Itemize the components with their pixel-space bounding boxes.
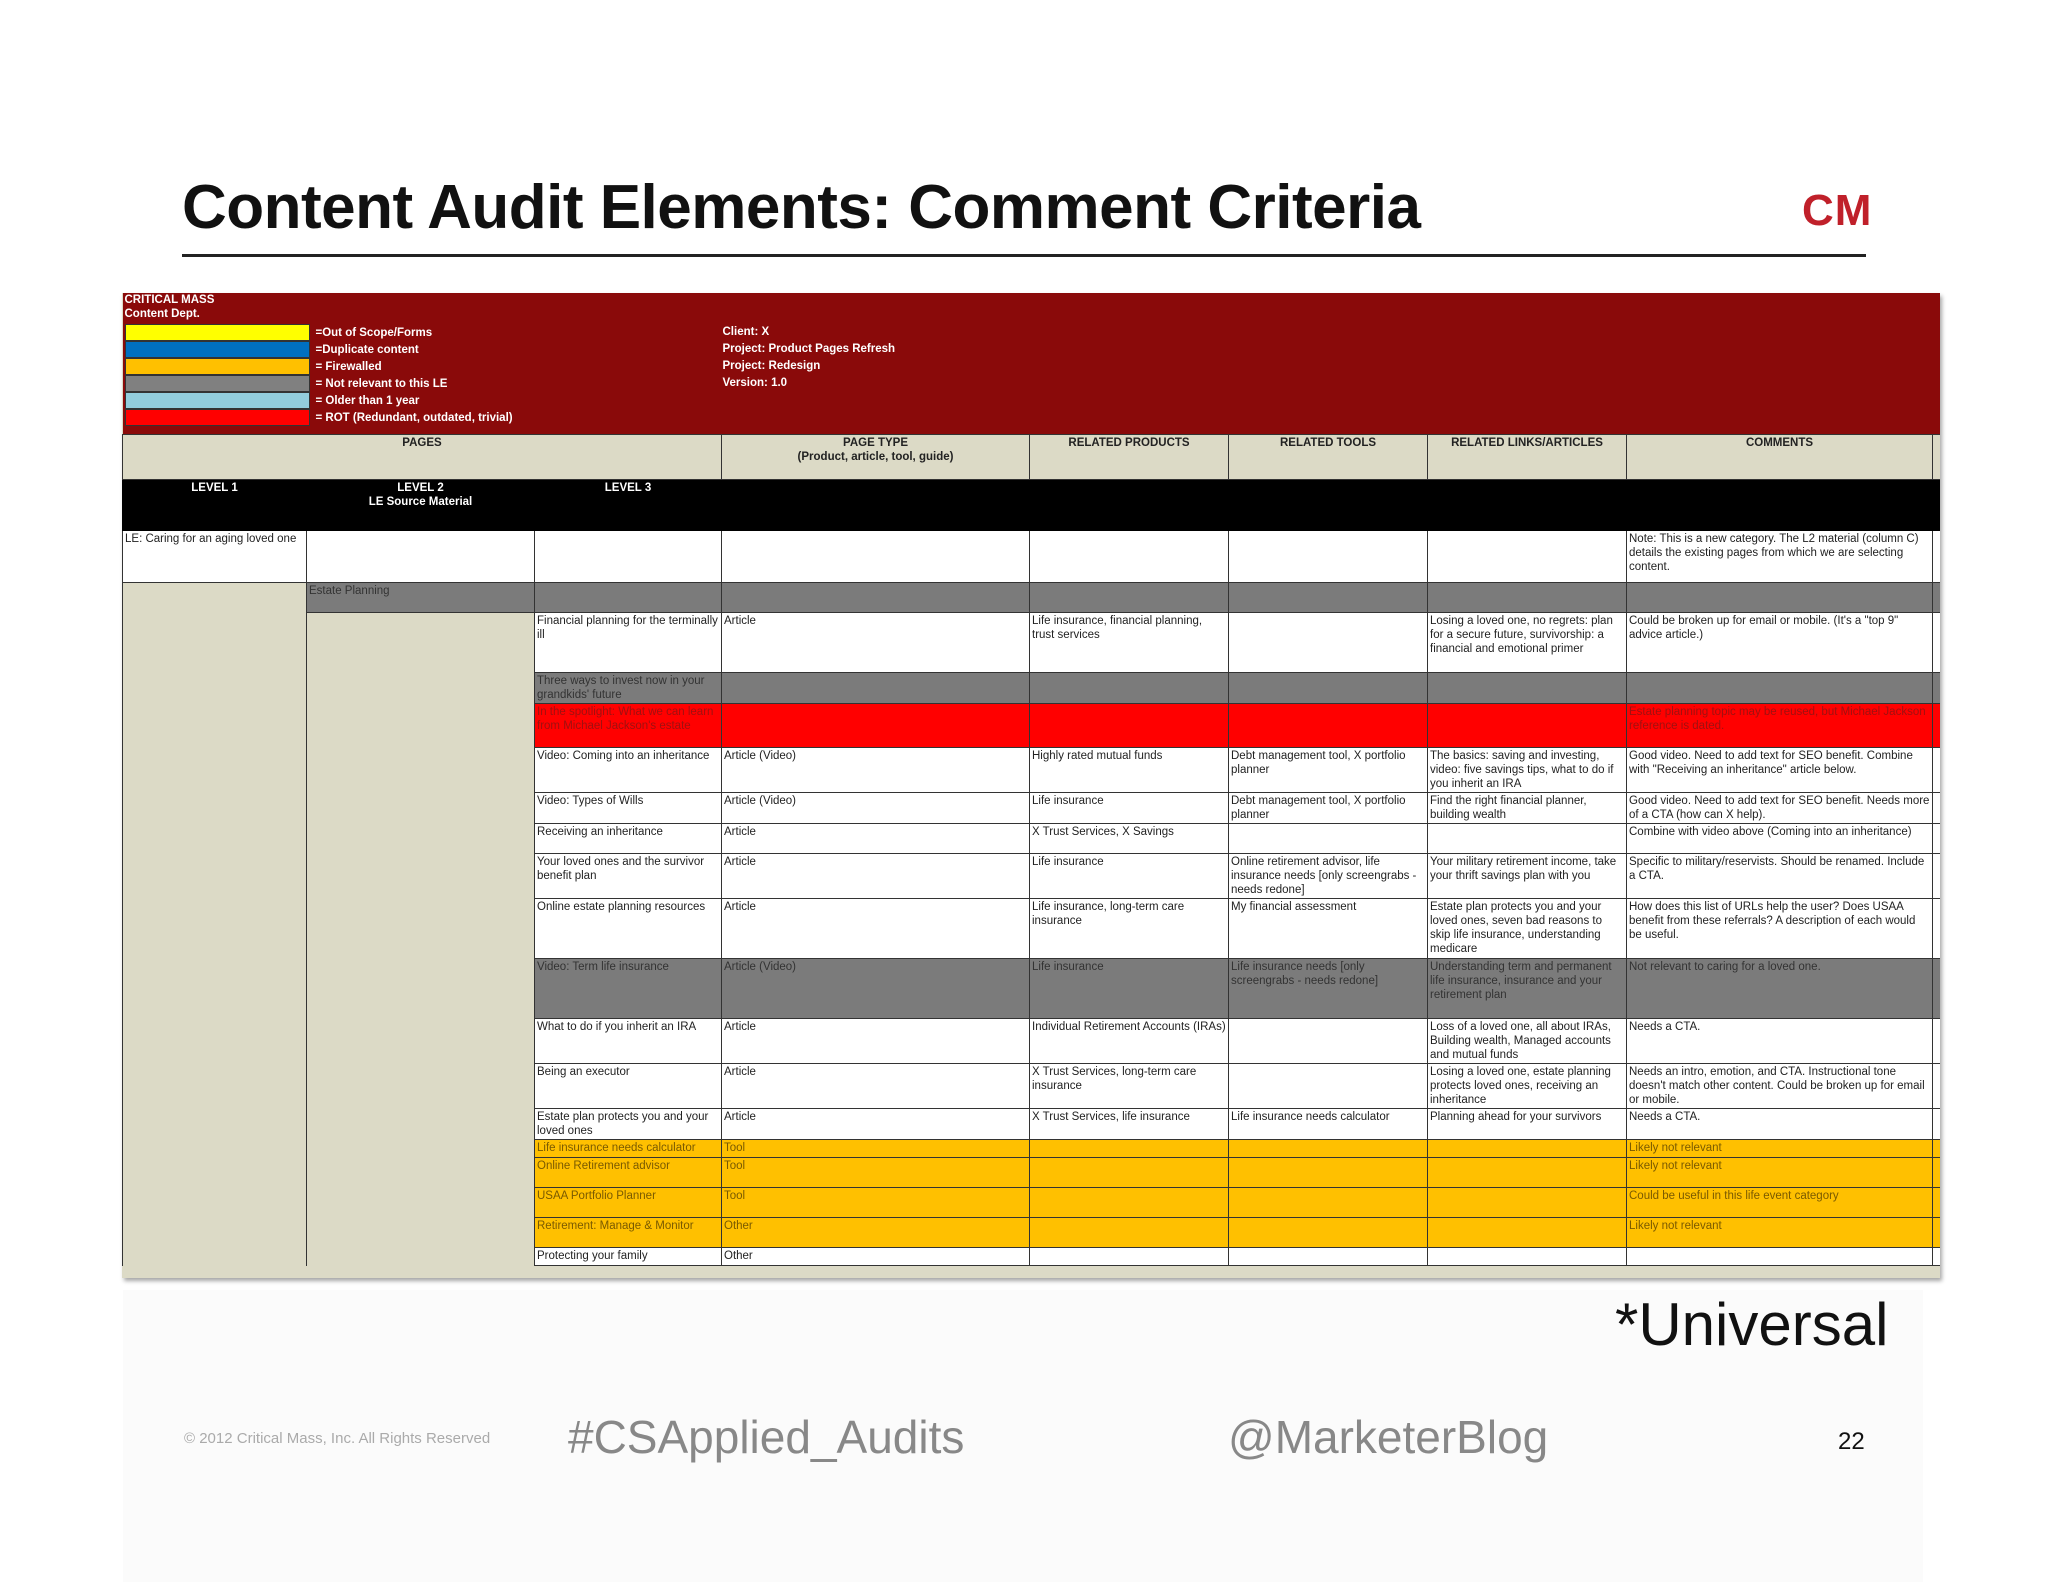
cell-links	[1428, 1158, 1627, 1188]
cell-products	[1030, 1248, 1229, 1266]
header-pages: PAGES	[123, 435, 722, 480]
level-empty-cell	[123, 748, 307, 793]
level-empty-cell	[123, 613, 307, 673]
row-spacer	[1933, 1218, 1941, 1248]
cell-type: Article	[722, 1064, 1030, 1109]
estate-planning-row	[123, 583, 1941, 613]
le-empty-cell	[722, 531, 1030, 583]
row-spacer	[1933, 1158, 1941, 1188]
cell-links	[1428, 824, 1627, 854]
cell-page: Video: Types of Wills	[535, 793, 722, 824]
cell-type: Tool	[722, 1140, 1030, 1158]
cell-comment: Specific to military/reservists. Should be renamed. Include a CTA.	[1627, 854, 1933, 899]
cell-links: Find the right financial planner, building wealth	[1428, 793, 1627, 824]
cell-tools: Debt management tool, X portfolio planner	[1229, 793, 1428, 824]
legend-item	[125, 392, 513, 409]
le-empty-cell	[307, 531, 535, 583]
cell-page: What to do if you inherit an IRA	[535, 1019, 722, 1064]
color-legend	[125, 324, 513, 426]
cell-products: X Trust Services, life insurance	[1030, 1109, 1229, 1140]
level-empty-cell	[123, 1218, 307, 1248]
sheet-header	[123, 293, 1941, 434]
row-spacer	[1933, 854, 1941, 899]
legend-item	[125, 358, 513, 375]
cell-type: Article	[722, 899, 1030, 959]
cell-comment: Could be broken up for email or mobile. (It's a "top 9" advice article.)	[1627, 613, 1933, 673]
level-empty-cell	[307, 1019, 535, 1064]
cell-page: USAA Portfolio Planner	[535, 1188, 722, 1218]
le-spacer	[1933, 531, 1941, 583]
level-empty-cell	[307, 673, 535, 704]
cell-products: Life insurance	[1030, 854, 1229, 899]
level-empty-cell	[123, 854, 307, 899]
level-3-header: LEVEL 3	[535, 480, 722, 531]
legend-swatch	[125, 358, 310, 375]
cell-products	[1030, 1218, 1229, 1248]
le-row	[123, 531, 1941, 583]
cell-type: Article	[722, 1109, 1030, 1140]
cell-type: Article (Video)	[722, 748, 1030, 793]
le-empty-cell	[1428, 531, 1627, 583]
row-spacer	[1933, 793, 1941, 824]
client-line: Version: 1.0	[722, 377, 788, 389]
cell-tools: Life insurance needs [only screengrabs - needs redone]	[1229, 959, 1428, 1019]
cell-tools	[1229, 1188, 1428, 1218]
gray-cell	[722, 583, 1030, 613]
level-2-header: LEVEL 2 LE Source Material	[307, 480, 535, 531]
level-empty-cell	[307, 704, 535, 748]
row-spacer	[1933, 1248, 1941, 1266]
cell-page: Retirement: Manage & Monitor	[535, 1218, 722, 1248]
level-spacer	[1229, 480, 1428, 531]
table-row	[123, 959, 1941, 1019]
cell-links	[1428, 673, 1627, 704]
legend-item	[125, 375, 513, 392]
row-spacer	[1933, 824, 1941, 854]
level-empty-cell	[307, 1158, 535, 1188]
cell-links: Estate plan protects you and your loved ones, seven bad reasons to skip life insurance, understanding medicare	[1428, 899, 1627, 959]
cell-tools	[1229, 1140, 1428, 1158]
cell-page: Estate plan protects you and your loved ones	[535, 1109, 722, 1140]
legend-label: = Older than 1 year	[315, 394, 420, 407]
level-empty-cell	[123, 1140, 307, 1158]
cell-comment	[1627, 1248, 1933, 1266]
gray-cell	[1030, 583, 1229, 613]
legend-swatch	[125, 375, 310, 392]
level-empty-cell	[123, 1248, 307, 1266]
twitter-handle: @MarketerBlog	[1228, 1411, 1549, 1463]
legend-swatch	[125, 409, 310, 426]
table-row	[123, 1158, 1941, 1188]
cell-tools: Online retirement advisor, life insurance needs [only screengrabs - needs redone]	[1229, 854, 1428, 899]
cell-comment: Good video. Need to add text for SEO benefit. Needs more of a CTA (how can X help).	[1627, 793, 1933, 824]
cell-page: Protecting your family	[535, 1248, 722, 1266]
table-row	[123, 854, 1941, 899]
client-line: Client: X	[722, 326, 770, 338]
cell-tools	[1229, 1248, 1428, 1266]
cell-products: Life insurance	[1030, 959, 1229, 1019]
table-row	[123, 1248, 1941, 1266]
cell-links	[1428, 1218, 1627, 1248]
gray-cell	[535, 583, 722, 613]
cell-comment: How does this list of URLs help the user? Does USAA benefit from these referrals? A description of each would be useful.	[1627, 899, 1933, 959]
cell-page: Video: Term life insurance	[535, 959, 722, 1019]
column-header-row	[123, 435, 1941, 480]
table-row	[123, 613, 1941, 673]
row-spacer	[1933, 1019, 1941, 1064]
audit-spreadsheet	[122, 293, 1940, 1278]
cell-products	[1030, 673, 1229, 704]
estate-planning-cell: Estate Planning	[307, 583, 535, 613]
table-row	[123, 1064, 1941, 1109]
cell-links	[1428, 1140, 1627, 1158]
level-spacer	[1933, 480, 1941, 531]
header-spacer	[1933, 435, 1941, 480]
level-empty-cell	[307, 1248, 535, 1266]
level-empty-cell	[123, 1109, 307, 1140]
level-empty-cell	[307, 613, 535, 673]
level-empty-cell	[123, 704, 307, 748]
cell-page: Online estate planning resources	[535, 899, 722, 959]
gray-cell	[1933, 583, 1941, 613]
audit-table	[122, 293, 1940, 1266]
legend-label: = ROT (Redundant, outdated, trivial)	[315, 411, 513, 424]
level-empty-cell	[123, 1158, 307, 1188]
cell-products	[1030, 704, 1229, 748]
cell-tools	[1229, 1019, 1428, 1064]
level-empty-cell	[307, 1064, 535, 1109]
cell-comment: Estate planning topic may be reused, but Michael Jackson reference is dated.	[1627, 704, 1933, 748]
row-spacer	[1933, 748, 1941, 793]
client-info	[723, 324, 896, 392]
cell-page: Being an executor	[535, 1064, 722, 1109]
level-empty-cell	[123, 899, 307, 959]
header-related-tools: RELATED TOOLS	[1229, 435, 1428, 480]
table-row	[123, 704, 1941, 748]
cell-type: Article	[722, 1019, 1030, 1064]
level-empty-cell	[307, 1218, 535, 1248]
sheet-company-block	[125, 293, 215, 321]
level-empty-cell	[123, 1064, 307, 1109]
level-empty-cell	[307, 1188, 535, 1218]
cell-type: Article	[722, 613, 1030, 673]
cell-comment: Needs an intro, emotion, and CTA. Instructional tone doesn't match other content. Could be broken up for email or mobile.	[1627, 1064, 1933, 1109]
header-comments: COMMENTS	[1627, 435, 1933, 480]
cell-links: Planning ahead for your survivors	[1428, 1109, 1627, 1140]
client-line: Project: Redesign	[722, 360, 821, 372]
cell-tools	[1229, 1218, 1428, 1248]
row-spacer	[1933, 1064, 1941, 1109]
level-empty-cell	[123, 1019, 307, 1064]
cell-tools: My financial assessment	[1229, 899, 1428, 959]
cell-type: Article (Video)	[722, 959, 1030, 1019]
table-row	[123, 1109, 1941, 1140]
row-spacer	[1933, 959, 1941, 1019]
table-row	[123, 748, 1941, 793]
cell-links	[1428, 1248, 1627, 1266]
copyright-text: © 2012 Critical Mass, Inc. All Rights Reserved	[184, 1430, 491, 1447]
level-empty-cell	[123, 1188, 307, 1218]
cell-type: Tool	[722, 1188, 1030, 1218]
level-empty-cell	[307, 899, 535, 959]
level-empty-cell	[123, 824, 307, 854]
cell-products	[1030, 1158, 1229, 1188]
cell-comment: Needs a CTA.	[1627, 1109, 1933, 1140]
le-level1-cell: LE: Caring for an aging loved one	[123, 531, 307, 583]
row-spacer	[1933, 704, 1941, 748]
row-spacer	[1933, 1140, 1941, 1158]
level-empty-cell	[123, 793, 307, 824]
cell-products: X Trust Services, long-term care insurance	[1030, 1064, 1229, 1109]
cell-page: Receiving an inheritance	[535, 824, 722, 854]
table-row	[123, 673, 1941, 704]
legend-label: = Not relevant to this LE	[315, 377, 448, 390]
cell-tools	[1229, 704, 1428, 748]
slide-title: Content Audit Elements: Comment Criteria	[182, 173, 1421, 242]
row-spacer	[1933, 1109, 1941, 1140]
cell-products: Highly rated mutual funds	[1030, 748, 1229, 793]
level-empty-cell	[307, 793, 535, 824]
cell-tools	[1229, 1064, 1428, 1109]
cell-products: Individual Retirement Accounts (IRAs)	[1030, 1019, 1229, 1064]
level-empty-cell	[307, 854, 535, 899]
cell-links: Loss of a loved one, all about IRAs, Building wealth, Managed accounts and mutual funds	[1428, 1019, 1627, 1064]
level1-empty	[123, 583, 307, 613]
cell-tools: Debt management tool, X portfolio planner	[1229, 748, 1428, 793]
client-line: Project: Product Pages Refresh	[722, 343, 896, 355]
cell-type: Article	[722, 824, 1030, 854]
cell-products	[1030, 1140, 1229, 1158]
page-number: 22	[1838, 1428, 1865, 1455]
legend-item	[125, 324, 513, 341]
title-underline	[182, 254, 1866, 257]
level-header-row	[123, 480, 1941, 531]
legend-item	[125, 409, 513, 426]
level-spacer	[1428, 480, 1627, 531]
sheet-department: Content Dept.	[124, 308, 200, 320]
table-row	[123, 899, 1941, 959]
cell-links: Losing a loved one, no regrets: plan for a secure future, survivorship: a financial and emotional primer	[1428, 613, 1627, 673]
hashtag-text: #CSApplied_Audits	[568, 1411, 965, 1463]
cell-comment	[1627, 673, 1933, 704]
cell-products: Life insurance	[1030, 793, 1229, 824]
le-comment-cell: Note: This is a new category. The L2 material (column C) details the existing pages from which we are selecting content.	[1627, 531, 1933, 583]
cell-type: Other	[722, 1218, 1030, 1248]
level-empty-cell	[307, 824, 535, 854]
cell-tools	[1229, 673, 1428, 704]
cell-page: Video: Coming into an inheritance	[535, 748, 722, 793]
critical-mass-logo: CM	[1802, 186, 1873, 235]
le-empty-cell	[1229, 531, 1428, 583]
level-spacer	[1030, 480, 1229, 531]
cell-type: Other	[722, 1248, 1030, 1266]
table-row	[123, 1019, 1941, 1064]
header-related-products: RELATED PRODUCTS	[1030, 435, 1229, 480]
level-empty-cell	[123, 673, 307, 704]
legend-swatch	[125, 392, 310, 409]
cell-page: Life insurance needs calculator	[535, 1140, 722, 1158]
level-spacer	[1627, 480, 1933, 531]
cell-type: Article	[722, 854, 1030, 899]
le-empty-cell	[1030, 531, 1229, 583]
legend-item	[125, 341, 513, 358]
level-empty-cell	[307, 748, 535, 793]
cell-links	[1428, 1188, 1627, 1218]
legend-label: =Out of Scope/Forms	[315, 326, 433, 339]
cell-tools	[1229, 1158, 1428, 1188]
header-related-links: RELATED LINKS/ARTICLES	[1428, 435, 1627, 480]
table-row	[123, 824, 1941, 854]
gray-cell	[1229, 583, 1428, 613]
universal-note: *Universal	[1615, 1291, 1889, 1358]
legend-swatch	[125, 341, 310, 358]
cell-links: Understanding term and permanent life insurance, insurance and your retirement plan	[1428, 959, 1627, 1019]
cell-type	[722, 673, 1030, 704]
cell-page: Your loved ones and the survivor benefit plan	[535, 854, 722, 899]
cell-products: Life insurance, long-term care insurance	[1030, 899, 1229, 959]
level-empty-cell	[307, 1140, 535, 1158]
row-spacer	[1933, 899, 1941, 959]
cell-products: Life insurance, financial planning, trust services	[1030, 613, 1229, 673]
level-1-header: LEVEL 1	[123, 480, 307, 531]
row-spacer	[1933, 673, 1941, 704]
cell-page: In the spotlight: What we can learn from Michael Jackson's estate	[535, 704, 722, 748]
table-row	[123, 1188, 1941, 1218]
cell-comment: Good video. Need to add text for SEO benefit. Combine with "Receiving an inheritance" article below.	[1627, 748, 1933, 793]
cell-type: Article (Video)	[722, 793, 1030, 824]
cell-page: Three ways to invest now in your grandkids' future	[535, 673, 722, 704]
cell-page: Online Retirement advisor	[535, 1158, 722, 1188]
cell-tools	[1229, 824, 1428, 854]
cell-links: The basics: saving and investing, video: five savings tips, what to do if you inherit an IRA	[1428, 748, 1627, 793]
gray-cell	[1627, 583, 1933, 613]
legend-label: = Firewalled	[315, 360, 382, 373]
gray-cell	[1428, 583, 1627, 613]
row-spacer	[1933, 1188, 1941, 1218]
cell-tools: Life insurance needs calculator	[1229, 1109, 1428, 1140]
table-row	[123, 1218, 1941, 1248]
cell-products	[1030, 1188, 1229, 1218]
level-empty-cell	[307, 1109, 535, 1140]
cell-comment: Likely not relevant	[1627, 1140, 1933, 1158]
level-empty-cell	[307, 959, 535, 1019]
table-row	[123, 793, 1941, 824]
cell-type	[722, 704, 1030, 748]
cell-comment: Could be useful in this life event category	[1627, 1188, 1933, 1218]
row-spacer	[1933, 613, 1941, 673]
cell-comment: Likely not relevant	[1627, 1218, 1933, 1248]
level-empty-cell	[123, 959, 307, 1019]
table-row	[123, 1140, 1941, 1158]
le-empty-cell	[535, 531, 722, 583]
cell-comment: Needs a CTA.	[1627, 1019, 1933, 1064]
cell-tools	[1229, 613, 1428, 673]
cell-comment: Combine with video above (Coming into an inheritance)	[1627, 824, 1933, 854]
header-page-type: PAGE TYPE (Product, article, tool, guide)	[722, 435, 1030, 480]
legend-label: =Duplicate content	[315, 343, 419, 356]
cell-links: Losing a loved one, estate planning protects loved ones, receiving an inheritance	[1428, 1064, 1627, 1109]
cell-links	[1428, 704, 1627, 748]
cell-comment: Not relevant to caring for a loved one.	[1627, 959, 1933, 1019]
cell-page: Financial planning for the terminally ill	[535, 613, 722, 673]
sheet-company: CRITICAL MASS	[124, 294, 215, 306]
legend-swatch	[125, 324, 310, 341]
cell-links: Your military retirement income, take your thrift savings plan with you	[1428, 854, 1627, 899]
cell-type: Tool	[722, 1158, 1030, 1188]
level-spacer	[722, 480, 1030, 531]
cell-comment: Likely not relevant	[1627, 1158, 1933, 1188]
cell-products: X Trust Services, X Savings	[1030, 824, 1229, 854]
